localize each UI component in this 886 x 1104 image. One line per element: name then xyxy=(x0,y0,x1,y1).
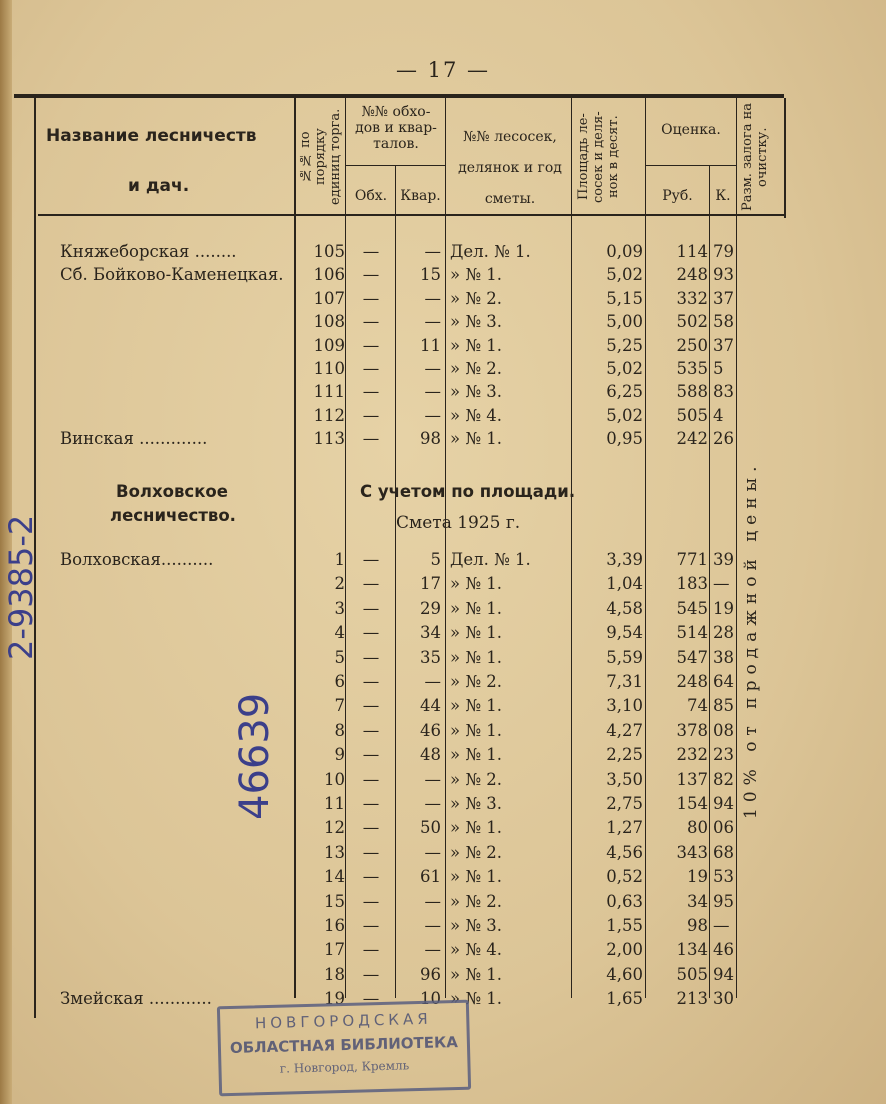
row-rub: 19 xyxy=(687,867,708,887)
row-kvartal: — xyxy=(424,891,441,911)
row-kvartal: — xyxy=(424,794,441,813)
zalog-note: 10% от продажной цены. xyxy=(741,460,761,820)
row-obhod: — xyxy=(362,598,380,618)
row-kop: 30 xyxy=(713,989,734,1009)
stamp-line1: НОВГОРОДСКАЯ xyxy=(254,1009,432,1033)
row-delyanka: » № 3. xyxy=(450,794,502,813)
row-kvartal: — xyxy=(424,842,441,862)
header-order-no: №№ по порядку единиц торга. xyxy=(298,108,343,206)
row-rub: 137 xyxy=(676,769,708,789)
row-delyanka: » № 1. xyxy=(450,265,502,285)
row-number: 6 xyxy=(334,672,345,691)
row-kop: 19 xyxy=(713,598,734,618)
row-number: 4 xyxy=(334,623,345,643)
col-rule xyxy=(345,98,346,998)
row-delyanka: » № 1. xyxy=(450,429,502,449)
row-area: 7,31 xyxy=(606,672,643,691)
row-rub: 545 xyxy=(676,598,708,618)
row-area: 4,56 xyxy=(606,842,643,862)
row-rub: 502 xyxy=(676,312,708,332)
row-kop: 93 xyxy=(713,265,734,285)
header-ocenka: Оценка. xyxy=(661,122,721,138)
row-delyanka: » № 1. xyxy=(450,964,502,984)
row-number: 7 xyxy=(334,696,345,716)
row-number: 108 xyxy=(313,312,345,332)
row-area: 4,58 xyxy=(606,598,643,618)
row-rub: 74 xyxy=(687,696,708,716)
row-area: 5,00 xyxy=(606,312,643,332)
row-rub: 505 xyxy=(676,405,708,425)
row-kvartal: — xyxy=(424,769,441,789)
row-delyanka: » № 4. xyxy=(450,405,502,425)
header-lesoseki: №№ лесосек, делянок и год сметы. xyxy=(458,129,562,207)
row-rub: 547 xyxy=(676,647,708,667)
row-kop: 26 xyxy=(713,429,734,449)
row-obhod: — xyxy=(362,265,380,285)
header-bottom-rule xyxy=(38,214,786,216)
row-kop: 28 xyxy=(713,623,734,643)
row-rub: 378 xyxy=(676,720,708,740)
row-area: 0,09 xyxy=(606,242,643,261)
row-number: 13 xyxy=(324,842,345,862)
row-kvartal: 10 xyxy=(420,989,441,1009)
row-area: 5,02 xyxy=(606,359,643,378)
header-rub: Руб. xyxy=(662,188,693,204)
row-area: 4,60 xyxy=(606,964,643,984)
row-kop: — xyxy=(713,574,730,594)
row-number: 107 xyxy=(313,288,345,308)
row-delyanka: » № 1. xyxy=(450,598,502,618)
row-kop: 08 xyxy=(713,720,734,740)
row-number: 16 xyxy=(324,916,345,935)
col-rule xyxy=(445,98,446,998)
row-obhod: — xyxy=(362,745,380,765)
row-number: 1 xyxy=(334,550,345,569)
row-kvartal: 34 xyxy=(420,623,441,643)
row-kvartal: 15 xyxy=(420,265,441,285)
row-name xyxy=(60,841,292,865)
row-kop: 79 xyxy=(713,242,734,261)
col-rule xyxy=(571,98,572,998)
row-name xyxy=(60,572,292,596)
row-obhod: — xyxy=(362,842,380,862)
row-kop: 58 xyxy=(713,312,734,332)
row-kvartal: — xyxy=(424,405,441,425)
row-kop: 4 xyxy=(713,405,724,425)
row-obhod: — xyxy=(362,429,380,449)
row-area: 5,02 xyxy=(606,405,643,425)
row-kvartal: — xyxy=(424,672,441,691)
row-rub: 248 xyxy=(676,265,708,285)
row-delyanka: » № 1. xyxy=(450,335,502,355)
row-kop: 38 xyxy=(713,647,734,667)
header-area: Площадь ле-сосек и деля-нок в десят. xyxy=(576,111,621,203)
row-name xyxy=(60,310,292,334)
row-kop: 83 xyxy=(713,382,734,402)
row-area: 2,25 xyxy=(606,745,643,765)
row-kvartal: 98 xyxy=(420,429,441,449)
row-delyanka: » № 1. xyxy=(450,818,502,838)
row-obhod: — xyxy=(362,794,380,813)
row-name xyxy=(60,963,292,987)
col-rule xyxy=(395,165,396,998)
header-name-line1: Название лесничеств xyxy=(46,126,257,146)
row-obhod: — xyxy=(362,647,380,667)
row-number: 9 xyxy=(334,745,345,765)
row-kop: 94 xyxy=(713,794,734,813)
row-number: 8 xyxy=(334,720,345,740)
row-kop: 37 xyxy=(713,335,734,355)
header-name-line2: и дач. xyxy=(128,176,190,196)
row-delyanka: » № 3. xyxy=(450,916,502,935)
row-kvartal: — xyxy=(424,359,441,378)
stamp-line2: ОБЛАСТНАЯ БИБЛИОТЕКА xyxy=(229,1033,459,1057)
row-rub: 213 xyxy=(676,989,708,1009)
row-area: 3,39 xyxy=(606,550,643,569)
row-kop: 06 xyxy=(713,818,734,838)
row-number: 18 xyxy=(324,964,345,984)
row-name xyxy=(60,380,292,404)
handwritten-center-number: 46639 xyxy=(232,692,278,820)
row-name: Змейская ............ xyxy=(60,989,212,1009)
row-obhod: — xyxy=(362,405,380,425)
row-rub: 154 xyxy=(676,794,708,813)
row-rub: 98 xyxy=(687,916,708,935)
row-kop: 64 xyxy=(713,672,734,691)
row-kvartal: — xyxy=(424,242,441,261)
row-number: 5 xyxy=(334,647,345,667)
row-delyanka: » № 1. xyxy=(450,745,502,765)
row-delyanka: » № 1. xyxy=(450,623,502,643)
row-obhod: — xyxy=(362,940,380,960)
row-delyanka: » № 1. xyxy=(450,574,502,594)
row-obhod: — xyxy=(362,818,380,838)
row-number: 10 xyxy=(324,769,345,789)
row-area: 2,75 xyxy=(606,794,643,813)
row-obhod: — xyxy=(362,916,380,935)
row-kvartal: 35 xyxy=(420,647,441,667)
row-rub: 588 xyxy=(676,382,708,402)
col-rule xyxy=(645,98,646,998)
header-kop: К. xyxy=(715,188,731,204)
row-rub: 248 xyxy=(676,672,708,691)
row-delyanka: » № 2. xyxy=(450,891,502,911)
library-stamp xyxy=(217,1000,471,1097)
row-name xyxy=(60,287,292,311)
row-obhod: — xyxy=(362,359,380,378)
row-delyanka: » № 1. xyxy=(450,989,502,1009)
row-kop: 46 xyxy=(713,940,734,960)
handwritten-left-number: 2-9385-2 xyxy=(2,514,40,660)
row-area: 0,95 xyxy=(606,429,643,449)
row-delyanka: » № 4. xyxy=(450,940,502,960)
row-name xyxy=(60,597,292,621)
row-kvartal: — xyxy=(424,312,441,332)
row-number: 105 xyxy=(313,242,345,261)
row-number: 14 xyxy=(324,867,345,887)
row-name xyxy=(60,334,292,358)
header-zalog: Разм. залога на очистку. xyxy=(740,103,770,211)
row-rub: 232 xyxy=(676,745,708,765)
row-kop: — xyxy=(713,916,730,935)
subheader-rule xyxy=(645,165,736,166)
row-name: Винская ............. xyxy=(60,429,208,449)
row-obhod: — xyxy=(362,696,380,716)
row-area: 5,15 xyxy=(606,288,643,308)
row-rub: 242 xyxy=(676,429,708,449)
row-kvartal: 44 xyxy=(420,696,441,716)
row-number: 110 xyxy=(313,359,345,378)
row-kvartal: — xyxy=(424,916,441,935)
row-obhod: — xyxy=(362,964,380,984)
row-delyanka: » № 1. xyxy=(450,867,502,887)
row-area: 5,25 xyxy=(606,335,643,355)
row-obhod: — xyxy=(362,335,380,355)
subheader-rule xyxy=(345,165,445,166)
row-name xyxy=(60,357,292,381)
row-name xyxy=(60,938,292,962)
row-rub: 332 xyxy=(676,288,708,308)
row-kop: 82 xyxy=(713,769,734,789)
row-delyanka: » № 2. xyxy=(450,769,502,789)
row-obhod: — xyxy=(362,312,380,332)
section2-title-line2: лесничество. xyxy=(110,506,236,525)
row-rub: 183 xyxy=(676,574,708,594)
row-delyanka: » № 3. xyxy=(450,312,502,332)
row-kvartal: — xyxy=(424,940,441,960)
row-rub: 250 xyxy=(676,335,708,355)
row-kvartal: 17 xyxy=(420,574,441,594)
row-kop: 95 xyxy=(713,891,734,911)
row-name xyxy=(60,914,292,938)
row-number: 17 xyxy=(324,940,345,960)
row-area: 1,65 xyxy=(606,989,643,1009)
row-delyanka: » № 2. xyxy=(450,672,502,691)
row-kvartal: 5 xyxy=(430,550,441,569)
row-delyanka: » № 2. xyxy=(450,842,502,862)
row-kvartal: 96 xyxy=(420,964,441,984)
row-kop: 23 xyxy=(713,745,734,765)
row-number: 112 xyxy=(313,405,345,425)
row-area: 1,27 xyxy=(606,818,643,838)
row-number: 19 xyxy=(324,989,345,1009)
row-kvartal: — xyxy=(424,288,441,308)
row-rub: 114 xyxy=(676,242,708,261)
row-obhod: — xyxy=(362,891,380,911)
row-delyanka: » № 3. xyxy=(450,382,502,402)
row-number: 3 xyxy=(334,598,345,618)
row-name xyxy=(60,865,292,889)
row-number: 111 xyxy=(313,382,345,402)
row-kvartal: 50 xyxy=(420,818,441,838)
row-obhod: — xyxy=(362,550,380,569)
row-delyanka: » № 1. xyxy=(450,696,502,716)
row-number: 12 xyxy=(324,818,345,838)
row-kvartal: 61 xyxy=(420,867,441,887)
row-rub: 535 xyxy=(676,359,708,378)
stamp-line3: г. Новгород, Кремль xyxy=(279,1058,410,1076)
row-name: Княжеборская ........ xyxy=(60,242,237,261)
row-area: 6,25 xyxy=(606,382,643,402)
row-obhod: — xyxy=(362,623,380,643)
row-delyanka: » № 2. xyxy=(450,359,502,378)
row-kop: 94 xyxy=(713,964,734,984)
section2-caption: С учетом по площади. xyxy=(360,482,576,501)
row-name: Сб. Бойково-Каменецкая. xyxy=(60,265,284,285)
section2-smeta: Смета 1925 г. xyxy=(396,513,521,533)
row-rub: 505 xyxy=(676,964,708,984)
row-area: 5,59 xyxy=(606,647,643,667)
header-kvar: Квар. xyxy=(400,188,441,204)
row-obhod: — xyxy=(362,989,380,1009)
row-kvartal: 29 xyxy=(420,598,441,618)
row-rub: 771 xyxy=(676,550,708,569)
row-obhod: — xyxy=(362,672,380,691)
col-rule xyxy=(709,165,710,998)
row-kvartal: 46 xyxy=(420,720,441,740)
row-number: 11 xyxy=(324,794,345,813)
row-obhod: — xyxy=(362,720,380,740)
row-obhod: — xyxy=(362,242,380,261)
row-kop: 85 xyxy=(713,696,734,716)
row-area: 3,10 xyxy=(606,696,643,716)
row-kop: 68 xyxy=(713,842,734,862)
page-number: — 17 — xyxy=(395,58,491,82)
row-rub: 343 xyxy=(676,842,708,862)
header-obhody: №№ обхо-дов и квар-талов. xyxy=(355,104,437,153)
row-area: 0,63 xyxy=(606,891,643,911)
row-kop: 39 xyxy=(713,550,734,569)
section2-title-line1: Волховское xyxy=(116,482,228,501)
row-delyanka: » № 1. xyxy=(450,720,502,740)
row-delyanka: Дел. № 1. xyxy=(450,550,531,569)
row-number: 106 xyxy=(313,265,345,285)
row-delyanka: Дел. № 1. xyxy=(450,242,531,261)
row-obhod: — xyxy=(362,382,380,402)
row-name: Волховская.......... xyxy=(60,550,214,569)
row-area: 1,04 xyxy=(606,574,643,594)
row-kop: 5 xyxy=(713,359,724,378)
row-rub: 134 xyxy=(676,940,708,960)
row-obhod: — xyxy=(362,288,380,308)
col-rule xyxy=(784,98,786,218)
row-area: 4,27 xyxy=(606,720,643,740)
row-number: 109 xyxy=(313,335,345,355)
row-obhod: — xyxy=(362,574,380,594)
row-rub: 80 xyxy=(687,818,708,838)
row-kop: 53 xyxy=(713,867,734,887)
row-number: 113 xyxy=(313,429,345,449)
row-area: 9,54 xyxy=(606,623,643,643)
row-area: 1,55 xyxy=(606,916,643,935)
row-name xyxy=(60,404,292,428)
row-name xyxy=(60,890,292,914)
row-rub: 514 xyxy=(676,623,708,643)
header-top-rule xyxy=(14,94,784,98)
row-delyanka: » № 1. xyxy=(450,647,502,667)
row-area: 0,52 xyxy=(606,867,643,887)
row-rub: 34 xyxy=(687,891,708,911)
header-obh: Обх. xyxy=(354,188,388,204)
row-number: 2 xyxy=(334,574,345,594)
row-area: 2,00 xyxy=(606,940,643,960)
row-number: 15 xyxy=(324,891,345,911)
row-area: 5,02 xyxy=(606,265,643,285)
row-kop: 37 xyxy=(713,288,734,308)
row-area: 3,50 xyxy=(606,769,643,789)
row-obhod: — xyxy=(362,769,380,789)
row-delyanka: » № 2. xyxy=(450,288,502,308)
row-obhod: — xyxy=(362,867,380,887)
col-rule xyxy=(294,98,296,998)
row-kvartal: 11 xyxy=(420,335,441,355)
row-kvartal: — xyxy=(424,382,441,402)
row-kvartal: 48 xyxy=(420,745,441,765)
